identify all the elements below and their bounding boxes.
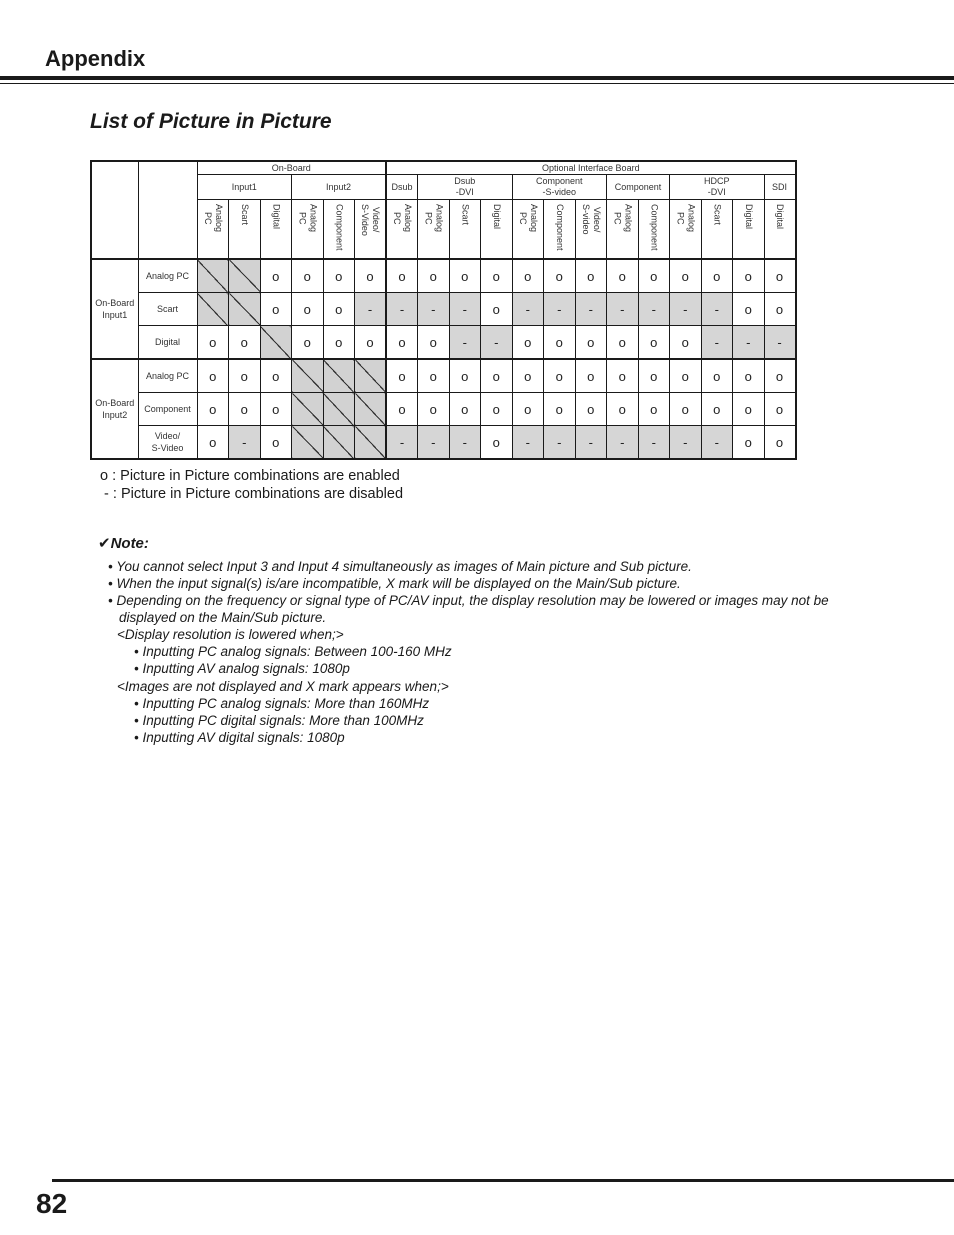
table-cell: o [260,426,292,460]
table-cell: o [418,393,450,426]
table-row [91,393,796,426]
column-header-label: Video/ S-Video [360,204,382,236]
table-cell-not-applicable [197,293,229,326]
column-header-label: Scart [712,204,723,226]
row-label: Analog PC [138,259,197,293]
table-cell-not-applicable [260,326,292,360]
section-title: List of Picture in Picture [90,110,332,133]
table-cell: o [229,393,261,426]
column-header [386,200,418,260]
note-item: <Display resolution is lowered when;> [117,627,344,642]
column-header [670,200,702,260]
table-cell: o [638,393,670,426]
table-cell: o [607,326,639,360]
table-row [91,259,796,293]
table-cell: o [575,359,607,393]
column-header-label: Digital [491,204,502,230]
column-header [323,200,355,260]
column-header-label: Analog PC [423,204,445,233]
table-cell: o [764,259,796,293]
table-cell: o [386,259,418,293]
corner-cell [91,161,138,259]
table-cell: - [575,293,607,326]
table-cell: o [575,393,607,426]
column-header-label: Component [334,204,345,251]
subgroup-dsub-dvi: Dsub -DVI [418,175,513,200]
pip-table-body [91,161,796,459]
column-header-label: Analog PC [392,204,414,233]
header-row-columns [91,200,796,260]
column-header-label: Component [649,204,660,251]
table-cell: - [355,293,387,326]
table-cell: o [386,393,418,426]
table-cell: o [670,359,702,393]
table-cell-not-applicable [323,359,355,393]
table-cell: - [607,293,639,326]
header-title: Appendix [45,46,146,71]
table-cell-not-applicable [355,359,387,393]
table-cell-not-applicable [197,259,229,293]
column-header [575,200,607,260]
table-cell: o [481,359,513,393]
legend-disabled: - : Picture in Picture combinations are disabled [100,486,404,502]
table-cell: o [449,259,481,293]
column-header-label: Analog PC [297,204,319,233]
table-cell: - [386,293,418,326]
table-cell: o [701,393,733,426]
table-cell: o [449,359,481,393]
column-header-label: Digital [775,204,786,230]
table-cell: - [512,426,544,460]
table-cell-not-applicable [355,426,387,460]
note-item: <Images are not displayed and X mark appears when;> [117,679,449,694]
table-cell: o [355,326,387,360]
table-cell: o [512,393,544,426]
table-row [91,326,796,360]
table-cell: o [260,293,292,326]
column-header-label: Analog PC [675,204,697,233]
table-cell: o [481,293,513,326]
column-header-label: Component [554,204,565,251]
table-cell: o [386,359,418,393]
table-cell: o [575,259,607,293]
table-cell-not-applicable [355,393,387,426]
subgroup-component: Component [607,175,670,200]
table-row [91,293,796,326]
subgroup-hdcp-dvi: HDCP -DVI [670,175,765,200]
table-cell: o [607,259,639,293]
table-cell: o [607,393,639,426]
table-cell: o [638,326,670,360]
table-cell: o [544,393,576,426]
column-header [292,200,324,260]
table-cell: o [544,359,576,393]
column-header-label: Digital [271,204,282,230]
group-onboard: On-Board [197,161,386,175]
table-cell: o [292,326,324,360]
legend-enabled: o : Picture in Picture combinations are enabled [100,468,400,484]
table-cell: - [544,426,576,460]
column-header [544,200,576,260]
column-header-label: Analog PC [202,204,224,233]
table-cell: o [292,293,324,326]
table-cell: o [197,326,229,360]
header-rule-thin [0,83,954,84]
footer-rule [52,1179,954,1182]
table-cell: - [418,426,450,460]
row-group-label: On-Board Input1 [91,259,138,359]
note-item: • When the input signal(s) is/are incompatible, X mark will be displayed on the Main/Sub picture. [108,576,681,591]
note-item: • You cannot select Input 3 and Input 4 simultaneously as images of Main picture and Sub picture. [108,559,692,574]
table-cell: o [733,426,765,460]
table-cell: o [733,359,765,393]
table-cell: - [701,326,733,360]
table-cell: o [481,393,513,426]
table-cell: o [607,359,639,393]
table-cell: o [229,359,261,393]
table-cell: - [512,293,544,326]
table-row [91,359,796,393]
header-row-subgroups [91,175,796,200]
note-item: • Depending on the frequency or signal type of PC/AV input, the display resolution may be lowered or images may not be [108,593,829,608]
subgroup-component-svideo: Component -S-video [512,175,607,200]
table-cell: o [733,393,765,426]
table-cell: o [701,259,733,293]
table-cell: - [481,326,513,360]
note-item: displayed on the Main/Sub picture. [119,610,327,625]
table-cell: - [449,426,481,460]
column-header-label: Scart [460,204,471,226]
table-cell: o [386,326,418,360]
table-cell: - [449,326,481,360]
table-cell: o [229,326,261,360]
legend [100,467,403,503]
row-label: Analog PC [138,359,197,393]
column-header [638,200,670,260]
column-header-label: Analog PC [517,204,539,233]
table-cell: o [764,359,796,393]
table-cell: o [355,259,387,293]
column-header-label: Analog PC [612,204,634,233]
table-cell: o [670,393,702,426]
table-cell: - [607,426,639,460]
table-cell: - [701,293,733,326]
table-cell: - [386,426,418,460]
table-cell: o [544,326,576,360]
table-cell: o [418,326,450,360]
note-item: • Inputting AV analog signals: 1080p [134,661,350,676]
note-item: • Inputting PC analog signals: Between 100-160 MHz [134,644,452,659]
table-cell: o [323,293,355,326]
table-cell: o [764,393,796,426]
table-cell: o [512,259,544,293]
table-cell: o [701,359,733,393]
table-cell: - [575,426,607,460]
table-cell: o [323,326,355,360]
note-item: • Inputting AV digital signals: 1080p [134,730,345,745]
row-label: Video/ S-Video [138,426,197,460]
table-cell: o [670,326,702,360]
subgroup-sdi: SDI [764,175,796,200]
table-cell: - [670,293,702,326]
column-header [229,200,261,260]
table-cell: o [197,393,229,426]
column-header [701,200,733,260]
table-cell-not-applicable [229,293,261,326]
table-cell: o [638,359,670,393]
note-item: • Inputting PC digital signals: More than 100MHz [134,713,424,728]
row-label: Digital [138,326,197,360]
page-number: 82 [36,1188,68,1219]
row-label: Scart [138,293,197,326]
table-cell: o [197,426,229,460]
table-cell: - [544,293,576,326]
table-cell: - [764,326,796,360]
subgroup-input1: Input1 [197,175,292,200]
table-cell: o [260,359,292,393]
note-heading: ✔Note: [98,535,149,552]
table-cell: o [418,359,450,393]
column-header [418,200,450,260]
corner-cell [138,161,197,259]
table-cell: o [323,259,355,293]
header-rule [0,76,954,80]
column-header [481,200,513,260]
column-header [512,200,544,260]
table-cell: o [481,426,513,460]
table-row [91,426,796,460]
note-list [108,558,888,746]
table-cell-not-applicable [292,426,324,460]
column-header [197,200,229,260]
subgroup-dsub: Dsub [386,175,418,200]
table-cell: - [701,426,733,460]
table-cell: o [733,259,765,293]
table-cell: o [638,259,670,293]
table-cell: o [292,259,324,293]
table-cell-not-applicable [323,426,355,460]
column-header-label: Video/ S-video [580,204,602,235]
table-cell: o [512,359,544,393]
table-cell-not-applicable [292,359,324,393]
table-cell: o [418,259,450,293]
column-header [260,200,292,260]
table-cell: o [260,259,292,293]
table-cell-not-applicable [323,393,355,426]
table-cell: o [764,426,796,460]
column-header [355,200,387,260]
column-header [764,200,796,260]
column-header [607,200,639,260]
table-cell: o [449,393,481,426]
table-cell-not-applicable [229,259,261,293]
table-cell: o [481,259,513,293]
table-cell: - [638,293,670,326]
subgroup-input2: Input2 [292,175,387,200]
table-cell: - [733,326,765,360]
table-cell: o [733,293,765,326]
row-group-label: On-Board Input2 [91,359,138,459]
table-cell: - [449,293,481,326]
row-label: Component [138,393,197,426]
column-header-label: Scart [239,204,250,226]
column-header [449,200,481,260]
pip-table [90,160,797,460]
table-cell: - [229,426,261,460]
column-header [733,200,765,260]
column-header-label: Digital [743,204,754,230]
table-cell: o [670,259,702,293]
table-cell: - [418,293,450,326]
table-cell: o [197,359,229,393]
table-cell: - [670,426,702,460]
table-cell: o [260,393,292,426]
header-row-groups [91,161,796,175]
table-cell: o [544,259,576,293]
note-item: • Inputting PC analog signals: More than 160MHz [134,696,430,711]
group-optional: Optional Interface Board [386,161,796,175]
table-cell: o [575,326,607,360]
table-cell: o [764,293,796,326]
table-cell: o [512,326,544,360]
table-cell-not-applicable [292,393,324,426]
table-cell: - [638,426,670,460]
